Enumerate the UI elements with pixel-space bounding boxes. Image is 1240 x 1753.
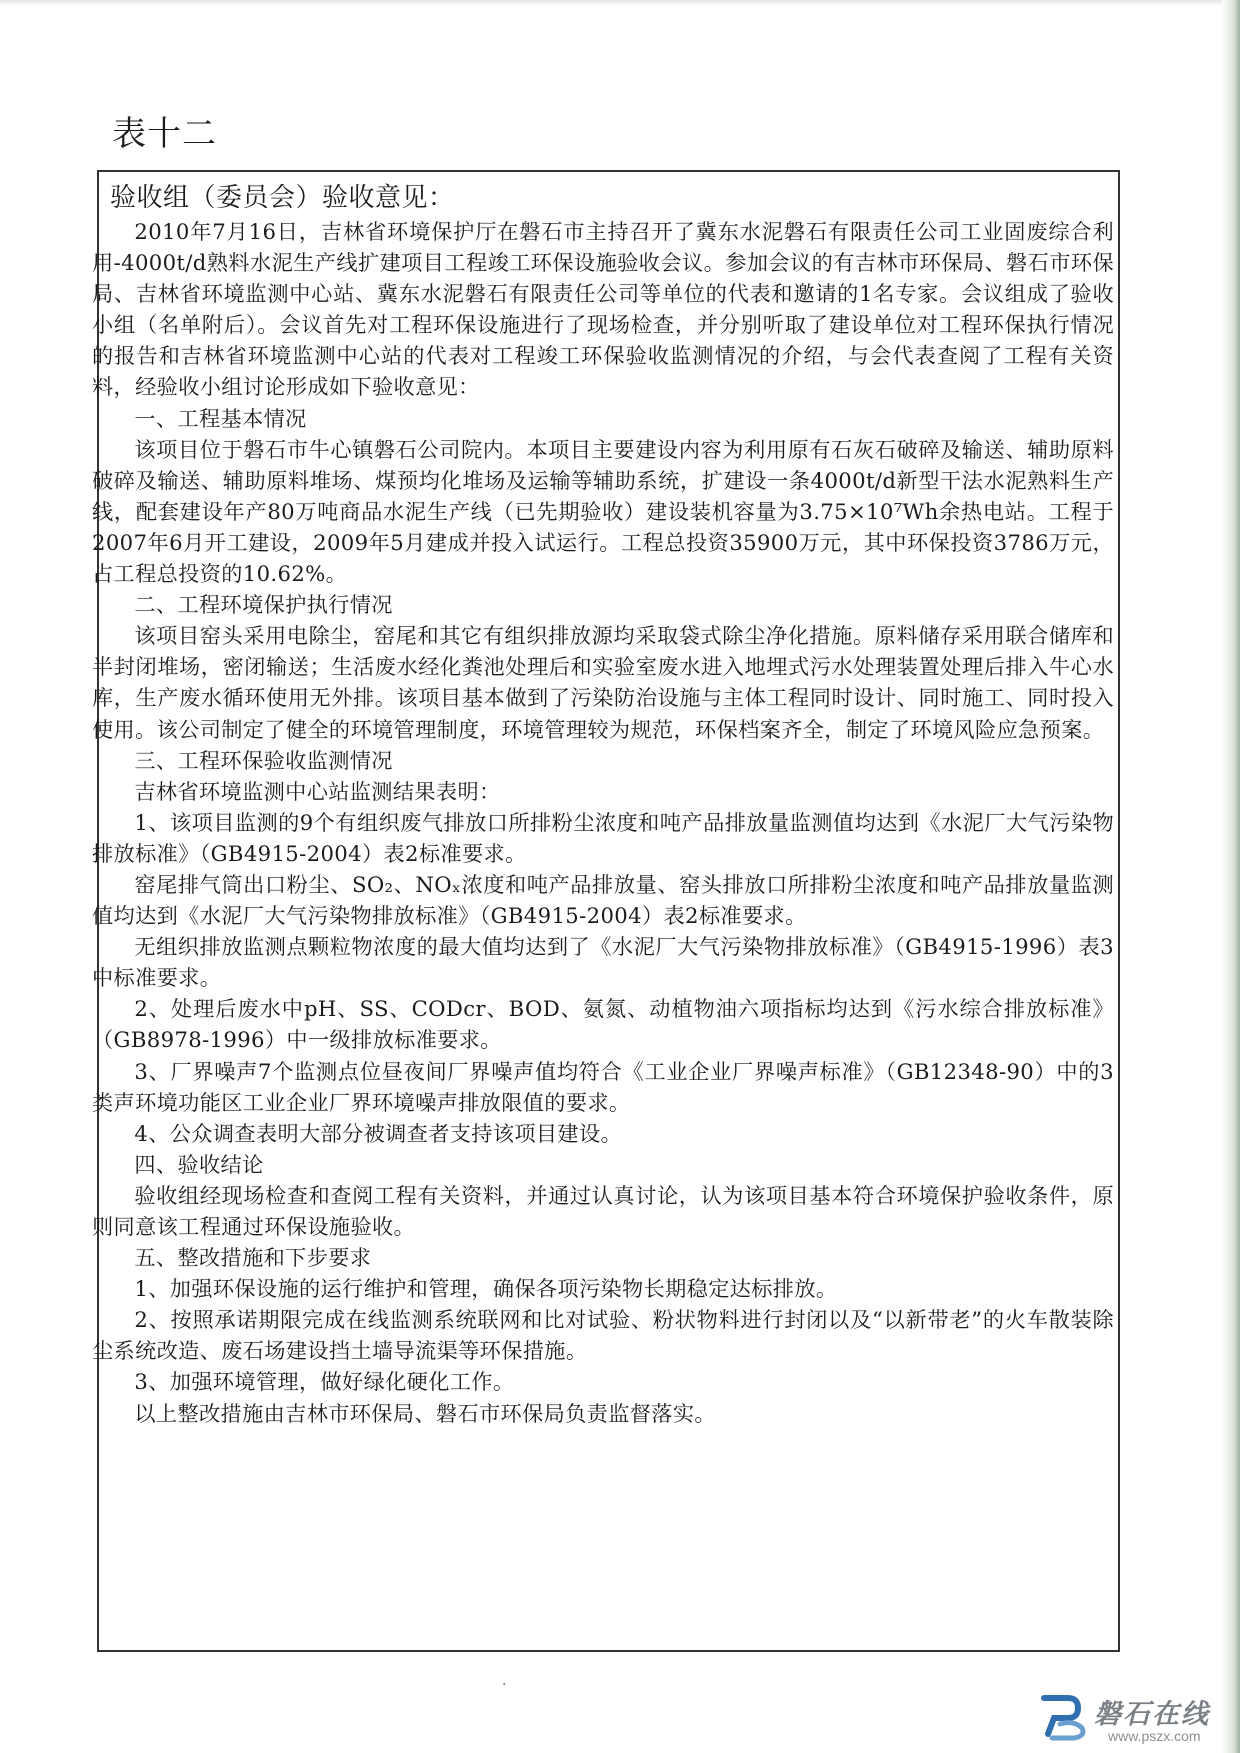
opinion-paragraph-s3g: 4、公众调查表明大部分被调查者支持该项目建设。: [134, 1120, 623, 1146]
opinion-paragraph-s1: 一、工程基本情况: [134, 405, 307, 431]
opinion-paragraph-s3f: 3、厂界噪声7个监测点位昼夜间厂界噪声值均符合《工业企业厂界噪声标准》（GB12348-90）中的3类声环境功能区工业企业厂界环境噪声排放限值的要求。: [92, 1058, 1114, 1115]
opinion-paragraph-s2: 二、工程环境保护执行情况: [134, 592, 393, 618]
opinion-paragraph-s5: 五、整改措施和下步要求: [134, 1245, 372, 1271]
opinion-content: [92, 182, 1114, 1429]
pszx-logo-icon: [1038, 1690, 1088, 1742]
opinion-paragraph-s5d: 以上整改措施由吉林市环保局、磐石市环保局负责监督落实。: [134, 1400, 716, 1426]
opinion-paragraph-s4: 四、验收结论: [134, 1151, 264, 1177]
opinion-heading: 验收组（委员会）验收意见：: [110, 183, 455, 213]
opinion-paragraph-s5b: 2、按照承诺期限完成在线监测系统联网和比对试验、粉状物料进行封闭以及“以新带老”的火车散装除尘系统改造、废石场建设挡土墙导流渠等环保措施。: [92, 1307, 1114, 1364]
opinion-paragraph-s2p: 该项目窑头采用电除尘，窑尾和其它有组织排放源均采取袋式除尘净化措施。原料储存采用联合储库和半封闭堆场，密闭输送；生活废水经化粪池处理后和实验室废水进入地埋式污水处理装置处理后排入牛心水库，生产废水循环使用无外排。该项目基本做到了污染防治设施与主体工程同时设计、同时施工、同时投入使用。该公司制定了健全的环境管理制度，环境管理较为规范，环保档案齐全，制定了环境风险应急预案。: [92, 623, 1114, 742]
table-number-label: 表十二: [112, 114, 217, 154]
watermark-logo: [1038, 1690, 1234, 1750]
opinion-paragraph-s3a: 吉林省环境监测中心站监测结果表明：: [134, 778, 501, 804]
opinion-paragraph-s5c: 3、加强环境管理，做好绿化硬化工作。: [134, 1369, 515, 1395]
opinion-paragraph-s3d: 无组织排放监测点颗粒物浓度的最大值均达到了《水泥厂大气污染物排放标准》（GB4915-1996）表3中标准要求。: [92, 934, 1114, 991]
opinion-paragraph-s3b: 1、该项目监测的9个有组织废气排放口所排粉尘浓度和吨产品排放量监测值均达到《水泥厂大气污染物排放标准》（GB4915-2004）表2标准要求。: [92, 809, 1114, 866]
opinion-paragraph-s3c: 窑尾排气筒出口粉尘、SO₂、NOₓ浓度和吨产品排放量、窑头排放口所排粉尘浓度和吨产品排放量监测值均达到《水泥厂大气污染物排放标准》（GB4915-2004）表2标准要求。: [92, 871, 1114, 929]
opinion-paragraph-s5a: 1、加强环保设施的运行维护和管理，确保各项污染物长期稳定达标排放。: [134, 1276, 838, 1302]
opinion-paragraph-s3: 三、工程环保验收监测情况: [134, 747, 393, 773]
opinion-paragraph-s4p: 验收组经现场检查和查阅工程有关资料，并通过认真讨论，认为该项目基本符合环境保护验收条件，原则同意该工程通过环保设施验收。: [92, 1182, 1114, 1239]
watermark-brand: 磐石在线: [1094, 1699, 1210, 1730]
scan-right-edge: [1222, 0, 1240, 1753]
opinion-paragraph-s3e: 2、处理后废水中pH、SS、CODcr、BOD、氨氮、动植物油六项指标均达到《污水综合排放标准》（GB8978-1996）中一级排放标准要求。: [92, 996, 1114, 1053]
opinion-paragraph-intro: 2010年7月16日，吉林省环境保护厅在磐石市主持召开了冀东水泥磐石有限责任公司工业固废综合利用-4000t/d熟料水泥生产线扩建项目工程竣工环保设施验收会议。参加会议的有吉林市环保局、磐石市环保局、吉林省环境监测中心站、冀东水泥磐石有限责任公司等单位的代表和邀请的1名专家。会议组成了验收小组（名单附后）。会议首先对工程环保设施进行了现场检查，并分别听取了建设单位对工程环保执行情况的报告和吉林省环境监测中心站的代表对工程竣工环保验收监测情况的介绍，与会代表查阅了工程有关资料，经验收小组讨论形成如下验收意见：: [92, 219, 1114, 400]
scan-top-shadow: [0, 0, 1240, 6]
page-footer-mark: ·: [502, 1677, 507, 1693]
watermark-url: www.pszx.com: [1108, 1728, 1201, 1744]
opinion-paragraph-s1p: 该项目位于磐石市牛心镇磐石公司院内。本项目主要建设内容为利用原有石灰石破碎及输送、辅助原料破碎及输送、辅助原料堆场、煤预均化堆场及运输等辅助系统，扩建设一条4000t/d新型干法水泥熟料生产线，配套建设年产80万吨商品水泥生产线（已先期验收）建设装机容量为3.75×10⁷Wh余热电站。工程于2007年6月开工建设，2009年5月建成并投入试运行。工程总投资35900万元，其中环保投资3786万元，占工程总投资的10.62%。: [92, 436, 1114, 587]
